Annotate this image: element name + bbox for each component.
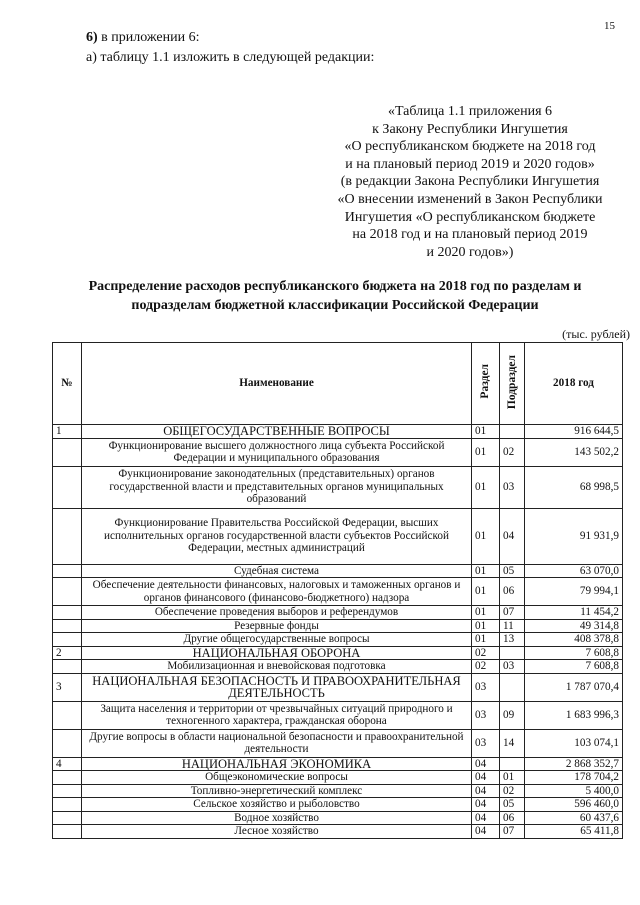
- table-row: [53, 771, 623, 785]
- row-amount: 65 411,8: [525, 825, 623, 839]
- row-amount: 596 460,0: [525, 798, 623, 812]
- row-subsection-code: 03: [500, 466, 525, 508]
- row-amount: 7 608,8: [525, 646, 623, 660]
- table-row: [53, 633, 623, 647]
- row-subsection-code: 09: [500, 701, 525, 729]
- table-row: [53, 508, 623, 564]
- row-amount: 68 998,5: [525, 466, 623, 508]
- row-section-code: 01: [472, 633, 500, 647]
- header-year: 2018 год: [525, 343, 623, 425]
- table-row: [53, 646, 623, 660]
- row-amount: 916 644,5: [525, 425, 623, 439]
- row-section-code: 04: [472, 811, 500, 825]
- caption-line: Ингушетия «О республиканском бюджете: [344, 209, 596, 225]
- caption-line: (в редакции Закона Республики Ингушетия: [340, 174, 600, 190]
- row-name: НАЦИОНАЛЬНАЯ ЭКОНОМИКА: [82, 757, 472, 771]
- caption-line: к Закону Республики Ингушетия: [372, 121, 568, 137]
- heading-line: Распределение расходов республиканского бюджета на 2018 год по разделам и: [88, 279, 582, 294]
- unit-label: (тыс. рублей): [562, 327, 630, 341]
- row-section-code: 03: [472, 673, 500, 701]
- header-num: №: [53, 343, 82, 425]
- intro-line-2: а) таблицу 1.1 изложить в следующей редакции:: [86, 50, 375, 65]
- row-number: [53, 784, 82, 798]
- row-name: ОБЩЕГОСУДАРСТВЕННЫЕ ВОПРОСЫ: [82, 425, 472, 439]
- row-amount: 63 070,0: [525, 564, 623, 578]
- table-header-row: [53, 343, 623, 425]
- row-subsection-code: [500, 646, 525, 660]
- row-name: Водное хозяйство: [82, 811, 472, 825]
- row-number: [53, 438, 82, 466]
- header-name: Наименование: [82, 343, 472, 425]
- row-name: Общеэкономические вопросы: [82, 771, 472, 785]
- table-row: [53, 757, 623, 771]
- row-name: Функционирование Правительства Российской Федерации, высших исполнительных органов государственной власти субъектов Российской Федерации, местных администраций: [82, 508, 472, 564]
- header-section: [472, 343, 500, 425]
- row-amount: 91 931,9: [525, 508, 623, 564]
- row-subsection-code: 14: [500, 729, 525, 757]
- row-section-code: 01: [472, 606, 500, 620]
- caption-line: на 2018 год и на плановый период 2019: [352, 227, 588, 243]
- row-subsection-code: 02: [500, 438, 525, 466]
- row-amount: 49 314,8: [525, 619, 623, 633]
- row-name: Лесное хозяйство: [82, 825, 472, 839]
- table-row: [53, 425, 623, 439]
- row-subsection-code: [500, 673, 525, 701]
- row-number: [53, 633, 82, 647]
- row-name: Мобилизационная и вневойсковая подготовка: [82, 660, 472, 674]
- table-row: [53, 811, 623, 825]
- row-section-code: 04: [472, 798, 500, 812]
- row-subsection-code: 13: [500, 633, 525, 647]
- row-subsection-code: 07: [500, 606, 525, 620]
- row-name: НАЦИОНАЛЬНАЯ БЕЗОПАСНОСТЬ И ПРАВООХРАНИТЕЛЬНАЯ ДЕЯТЕЛЬНОСТЬ: [82, 673, 472, 701]
- row-section-code: 01: [472, 564, 500, 578]
- row-number: 1: [53, 425, 82, 439]
- row-name: Функционирование законодательных (представительных) органов государственной власти и представительных органов муниципальных образований: [82, 466, 472, 508]
- header-section-label: Раздел: [479, 364, 492, 400]
- row-section-code: 02: [472, 660, 500, 674]
- table-row: [53, 660, 623, 674]
- table-row: [53, 438, 623, 466]
- row-section-code: 04: [472, 757, 500, 771]
- row-number: [53, 701, 82, 729]
- heading-line: подразделам бюджетной классификации Российской Федерации: [131, 298, 539, 313]
- row-subsection-code: 01: [500, 771, 525, 785]
- row-subsection-code: 06: [500, 578, 525, 606]
- document-heading: [40, 277, 630, 315]
- row-number: [53, 729, 82, 757]
- row-subsection-code: 07: [500, 825, 525, 839]
- row-section-code: 01: [472, 578, 500, 606]
- row-amount: 178 704,2: [525, 771, 623, 785]
- row-name: Обеспечение деятельности финансовых, налоговых и таможенных органов и органов финансового (финансово-бюджетного) надзора: [82, 578, 472, 606]
- row-section-code: 03: [472, 729, 500, 757]
- row-name: Обеспечение проведения выборов и референдумов: [82, 606, 472, 620]
- table-body: [53, 425, 623, 839]
- row-name: Судебная система: [82, 564, 472, 578]
- row-subsection-code: [500, 757, 525, 771]
- row-number: [53, 825, 82, 839]
- header-subsection: [500, 343, 525, 425]
- row-number: [53, 508, 82, 564]
- row-amount: 60 437,6: [525, 811, 623, 825]
- row-section-code: 01: [472, 438, 500, 466]
- table-row: [53, 673, 623, 701]
- intro-line-1: [86, 30, 199, 46]
- row-number: [53, 564, 82, 578]
- row-subsection-code: 03: [500, 660, 525, 674]
- row-amount: 2 868 352,7: [525, 757, 623, 771]
- row-number: [53, 771, 82, 785]
- table-row: [53, 784, 623, 798]
- row-section-code: 03: [472, 701, 500, 729]
- row-section-code: 04: [472, 771, 500, 785]
- row-number: [53, 606, 82, 620]
- row-number: 2: [53, 646, 82, 660]
- intro-text: в приложении 6:: [97, 30, 200, 45]
- row-amount: 7 608,8: [525, 660, 623, 674]
- row-subsection-code: 04: [500, 508, 525, 564]
- row-amount: 11 454,2: [525, 606, 623, 620]
- row-subsection-code: 05: [500, 798, 525, 812]
- page-number: 15: [604, 20, 615, 32]
- row-number: [53, 466, 82, 508]
- row-number: 4: [53, 757, 82, 771]
- caption-line: «Таблица 1.1 приложения 6: [387, 104, 553, 119]
- row-subsection-code: 05: [500, 564, 525, 578]
- table-row: [53, 701, 623, 729]
- row-number: [53, 619, 82, 633]
- table-row: [53, 578, 623, 606]
- row-amount: 79 994,1: [525, 578, 623, 606]
- row-amount: 143 502,2: [525, 438, 623, 466]
- row-section-code: 01: [472, 619, 500, 633]
- table-row: [53, 466, 623, 508]
- budget-table: [52, 342, 623, 839]
- caption-line: «О внесении изменений в Закон Республики: [337, 191, 603, 207]
- row-amount: 408 378,8: [525, 633, 623, 647]
- row-name: Сельское хозяйство и рыболовство: [82, 798, 472, 812]
- row-name: Другие общегосударственные вопросы: [82, 633, 472, 647]
- caption-line: и на плановый период 2019 и 2020 годов»: [345, 156, 595, 172]
- row-amount: 103 074,1: [525, 729, 623, 757]
- row-section-code: 04: [472, 825, 500, 839]
- row-number: [53, 578, 82, 606]
- row-section-code: 04: [472, 784, 500, 798]
- table-row: [53, 798, 623, 812]
- row-name: НАЦИОНАЛЬНАЯ ОБОРОНА: [82, 646, 472, 660]
- row-amount: 1 787 070,4: [525, 673, 623, 701]
- row-subsection-code: 02: [500, 784, 525, 798]
- row-section-code: 01: [472, 508, 500, 564]
- row-name: Другие вопросы в области национальной безопасности и правоохранительной деятельности: [82, 729, 472, 757]
- row-name: Защита населения и территории от чрезвычайных ситуаций природного и техногенного характера, гражданская оборона: [82, 701, 472, 729]
- row-amount: 5 400,0: [525, 784, 623, 798]
- row-name: Топливно-энергетический комплекс: [82, 784, 472, 798]
- row-name: Резервные фонды: [82, 619, 472, 633]
- row-number: 3: [53, 673, 82, 701]
- row-subsection-code: 06: [500, 811, 525, 825]
- table-row: [53, 619, 623, 633]
- table-row: [53, 729, 623, 757]
- row-subsection-code: 11: [500, 619, 525, 633]
- row-amount: 1 683 996,3: [525, 701, 623, 729]
- intro-number: 6): [86, 30, 98, 45]
- header-subsection-label: Подраздел: [505, 354, 518, 409]
- row-section-code: 01: [472, 466, 500, 508]
- table-caption: [300, 103, 640, 261]
- caption-line: «О республиканском бюджете на 2018 год: [344, 139, 596, 155]
- row-number: [53, 798, 82, 812]
- row-number: [53, 811, 82, 825]
- table-row: [53, 606, 623, 620]
- table-row: [53, 564, 623, 578]
- row-section-code: 01: [472, 425, 500, 439]
- row-section-code: 02: [472, 646, 500, 660]
- row-subsection-code: [500, 425, 525, 439]
- caption-line: и 2020 годов»): [426, 244, 514, 260]
- row-name: Функционирование высшего должностного лица субъекта Российской Федерации и муниципального образования: [82, 438, 472, 466]
- row-number: [53, 660, 82, 674]
- table-row: [53, 825, 623, 839]
